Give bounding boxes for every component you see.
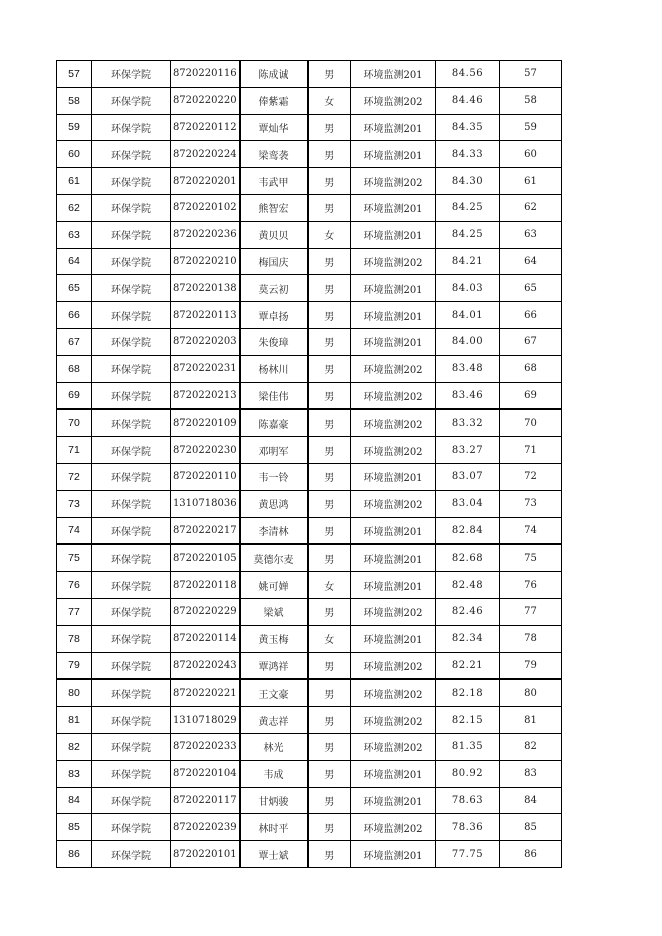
college-cell: 环保学院: [92, 61, 171, 88]
student-id-cell: 8720220213: [171, 382, 240, 409]
row-number-cell: 70: [57, 409, 92, 436]
gender-cell: 男: [308, 544, 351, 571]
student-name-cell: 梅国庆: [240, 248, 308, 275]
college-cell: 环保学院: [92, 275, 171, 302]
row-number-cell: 61: [57, 168, 92, 195]
gender-cell: 男: [308, 275, 351, 302]
table-row: [57, 463, 562, 490]
score-cell: 81.35: [436, 733, 500, 760]
college-cell: 环保学院: [92, 572, 171, 599]
college-cell: 环保学院: [92, 707, 171, 734]
row-number-cell: 81: [57, 707, 92, 734]
row-number-cell: 72: [57, 463, 92, 490]
student-name-cell: 朱俊璋: [240, 328, 308, 355]
rank-cell: 61: [500, 168, 562, 195]
student-name-cell: 覃灿华: [240, 114, 308, 141]
student-name-cell: 覃卓扬: [240, 302, 308, 329]
student-id-cell: 8720220224: [171, 141, 240, 168]
row-number-cell: 57: [57, 61, 92, 88]
table-row: [57, 544, 562, 571]
score-cell: 84.03: [436, 275, 500, 302]
score-cell: 82.21: [436, 652, 500, 679]
row-number-cell: 82: [57, 733, 92, 760]
class-cell: 环境监测201: [351, 194, 436, 221]
gender-cell: 男: [308, 61, 351, 88]
row-number-cell: 66: [57, 302, 92, 329]
row-number-cell: 65: [57, 275, 92, 302]
college-cell: 环保学院: [92, 625, 171, 652]
student-name-cell: 俸紫霜: [240, 87, 308, 114]
class-cell: 环境监测202: [351, 598, 436, 625]
rank-cell: 77: [500, 598, 562, 625]
student-name-cell: 黄志祥: [240, 707, 308, 734]
rank-cell: 68: [500, 355, 562, 382]
table-row: [57, 248, 562, 275]
score-cell: 82.34: [436, 625, 500, 652]
student-id-cell: 8720220210: [171, 248, 240, 275]
student-id-cell: 8720220109: [171, 409, 240, 436]
college-cell: 环保学院: [92, 463, 171, 490]
score-cell: 83.46: [436, 382, 500, 409]
class-cell: 环境监测202: [351, 652, 436, 679]
gender-cell: 男: [308, 141, 351, 168]
class-cell: 环境监测202: [351, 382, 436, 409]
score-cell: 84.21: [436, 248, 500, 275]
rank-cell: 70: [500, 409, 562, 436]
student-name-cell: 甘炳骏: [240, 787, 308, 814]
student-id-cell: 8720220233: [171, 733, 240, 760]
student-id-cell: 8720220217: [171, 517, 240, 544]
gender-cell: 男: [308, 733, 351, 760]
class-cell: 环境监测201: [351, 275, 436, 302]
college-cell: 环保学院: [92, 544, 171, 571]
score-cell: 83.04: [436, 490, 500, 517]
gender-cell: 男: [308, 760, 351, 787]
student-name-cell: 韦成: [240, 760, 308, 787]
class-cell: 环境监测202: [351, 814, 436, 841]
student-id-cell: 8720220113: [171, 302, 240, 329]
gender-cell: 男: [308, 841, 351, 868]
student-id-cell: 1310718029: [171, 707, 240, 734]
score-cell: 84.33: [436, 141, 500, 168]
table-row: [57, 328, 562, 355]
student-id-cell: 8720220101: [171, 841, 240, 868]
college-cell: 环保学院: [92, 490, 171, 517]
score-cell: 82.46: [436, 598, 500, 625]
row-number-cell: 83: [57, 760, 92, 787]
class-cell: 环境监测201: [351, 760, 436, 787]
student-name-cell: 梁鸾袭: [240, 141, 308, 168]
row-number-cell: 63: [57, 221, 92, 248]
college-cell: 环保学院: [92, 382, 171, 409]
gender-cell: 男: [308, 114, 351, 141]
rank-cell: 78: [500, 625, 562, 652]
rank-cell: 65: [500, 275, 562, 302]
college-cell: 环保学院: [92, 787, 171, 814]
rank-cell: 73: [500, 490, 562, 517]
score-cell: 84.25: [436, 194, 500, 221]
gender-cell: 男: [308, 168, 351, 195]
college-cell: 环保学院: [92, 168, 171, 195]
score-cell: 83.07: [436, 463, 500, 490]
rank-cell: 82: [500, 733, 562, 760]
class-cell: 环境监测202: [351, 168, 436, 195]
student-name-cell: 熊智宏: [240, 194, 308, 221]
student-id-cell: 8720220116: [171, 61, 240, 88]
row-number-cell: 85: [57, 814, 92, 841]
rank-cell: 63: [500, 221, 562, 248]
table-row: [57, 625, 562, 652]
row-number-cell: 62: [57, 194, 92, 221]
gender-cell: 男: [308, 248, 351, 275]
score-cell: 84.01: [436, 302, 500, 329]
rank-cell: 86: [500, 841, 562, 868]
gender-cell: 男: [308, 517, 351, 544]
score-cell: 82.48: [436, 572, 500, 599]
rank-cell: 80: [500, 679, 562, 706]
gender-cell: 男: [308, 382, 351, 409]
score-cell: 80.92: [436, 760, 500, 787]
gender-cell: 男: [308, 302, 351, 329]
rank-cell: 60: [500, 141, 562, 168]
class-cell: 环境监测201: [351, 141, 436, 168]
gender-cell: 男: [308, 490, 351, 517]
student-name-cell: 莫德尔麦: [240, 544, 308, 571]
rank-cell: 85: [500, 814, 562, 841]
college-cell: 环保学院: [92, 517, 171, 544]
college-cell: 环保学院: [92, 733, 171, 760]
student-name-cell: 陈成诚: [240, 61, 308, 88]
row-number-cell: 78: [57, 625, 92, 652]
gender-cell: 男: [308, 409, 351, 436]
gender-cell: 男: [308, 787, 351, 814]
class-cell: 环境监测202: [351, 248, 436, 275]
student-id-cell: 8720220231: [171, 355, 240, 382]
rank-cell: 62: [500, 194, 562, 221]
rank-cell: 57: [500, 61, 562, 88]
college-cell: 环保学院: [92, 814, 171, 841]
class-cell: 环境监测202: [351, 679, 436, 706]
class-cell: 环境监测201: [351, 61, 436, 88]
student-name-cell: 邓明军: [240, 437, 308, 464]
class-cell: 环境监测201: [351, 328, 436, 355]
student-id-cell: 1310718036: [171, 490, 240, 517]
class-cell: 环境监测202: [351, 707, 436, 734]
row-number-cell: 68: [57, 355, 92, 382]
class-cell: 环境监测202: [351, 355, 436, 382]
class-cell: 环境监测201: [351, 572, 436, 599]
table-row: [57, 355, 562, 382]
table-row: [57, 679, 562, 706]
student-score-table: [56, 60, 562, 868]
row-number-cell: 79: [57, 652, 92, 679]
student-name-cell: 林光: [240, 733, 308, 760]
class-cell: 环境监测201: [351, 517, 436, 544]
rank-cell: 76: [500, 572, 562, 599]
class-cell: 环境监测201: [351, 302, 436, 329]
college-cell: 环保学院: [92, 328, 171, 355]
score-cell: 83.48: [436, 355, 500, 382]
table-row: [57, 302, 562, 329]
class-cell: 环境监测201: [351, 114, 436, 141]
row-number-cell: 77: [57, 598, 92, 625]
rank-cell: 71: [500, 437, 562, 464]
student-id-cell: 8720220105: [171, 544, 240, 571]
class-cell: 环境监测201: [351, 841, 436, 868]
row-number-cell: 67: [57, 328, 92, 355]
college-cell: 环保学院: [92, 679, 171, 706]
class-cell: 环境监测202: [351, 87, 436, 114]
student-id-cell: 8720220112: [171, 114, 240, 141]
score-cell: 84.56: [436, 61, 500, 88]
student-id-cell: 8720220239: [171, 814, 240, 841]
student-name-cell: 黄思鸿: [240, 490, 308, 517]
student-id-cell: 8720220102: [171, 194, 240, 221]
class-cell: 环境监测202: [351, 437, 436, 464]
score-cell: 84.35: [436, 114, 500, 141]
row-number-cell: 60: [57, 141, 92, 168]
score-cell: 78.63: [436, 787, 500, 814]
table-row: [57, 517, 562, 544]
score-cell: 82.84: [436, 517, 500, 544]
gender-cell: 男: [308, 328, 351, 355]
college-cell: 环保学院: [92, 652, 171, 679]
gender-cell: 男: [308, 707, 351, 734]
rank-cell: 79: [500, 652, 562, 679]
class-cell: 环境监测201: [351, 787, 436, 814]
college-cell: 环保学院: [92, 841, 171, 868]
rank-cell: 81: [500, 707, 562, 734]
college-cell: 环保学院: [92, 248, 171, 275]
rank-cell: 66: [500, 302, 562, 329]
table-row: [57, 814, 562, 841]
score-cell: 77.75: [436, 841, 500, 868]
rank-cell: 67: [500, 328, 562, 355]
table-row: [57, 61, 562, 88]
row-number-cell: 84: [57, 787, 92, 814]
gender-cell: 男: [308, 437, 351, 464]
student-id-cell: 8720220117: [171, 787, 240, 814]
row-number-cell: 64: [57, 248, 92, 275]
table-row: [57, 760, 562, 787]
rank-cell: 72: [500, 463, 562, 490]
table-body: [57, 61, 562, 868]
score-cell: 82.18: [436, 679, 500, 706]
student-name-cell: 覃鸿祥: [240, 652, 308, 679]
rank-cell: 84: [500, 787, 562, 814]
student-name-cell: 梁佳伟: [240, 382, 308, 409]
class-cell: 环境监测201: [351, 544, 436, 571]
gender-cell: 男: [308, 194, 351, 221]
class-cell: 环境监测202: [351, 409, 436, 436]
gender-cell: 女: [308, 87, 351, 114]
table-row: [57, 168, 562, 195]
row-number-cell: 59: [57, 114, 92, 141]
table-row: [57, 652, 562, 679]
college-cell: 环保学院: [92, 194, 171, 221]
gender-cell: 女: [308, 625, 351, 652]
table-row: [57, 194, 562, 221]
student-id-cell: 8720220114: [171, 625, 240, 652]
score-cell: 82.68: [436, 544, 500, 571]
student-id-cell: 8720220229: [171, 598, 240, 625]
gender-cell: 男: [308, 355, 351, 382]
table-row: [57, 572, 562, 599]
class-cell: 环境监测202: [351, 490, 436, 517]
student-name-cell: 莫云初: [240, 275, 308, 302]
table-row: [57, 221, 562, 248]
row-number-cell: 73: [57, 490, 92, 517]
score-cell: 78.36: [436, 814, 500, 841]
row-number-cell: 80: [57, 679, 92, 706]
student-name-cell: 韦武甲: [240, 168, 308, 195]
score-cell: 84.46: [436, 87, 500, 114]
table-row: [57, 841, 562, 868]
student-id-cell: 8720220236: [171, 221, 240, 248]
rank-cell: 59: [500, 114, 562, 141]
score-cell: 84.30: [436, 168, 500, 195]
student-name-cell: 王文豪: [240, 679, 308, 706]
college-cell: 环保学院: [92, 355, 171, 382]
college-cell: 环保学院: [92, 87, 171, 114]
row-number-cell: 69: [57, 382, 92, 409]
score-cell: 82.15: [436, 707, 500, 734]
table-row: [57, 707, 562, 734]
row-number-cell: 76: [57, 572, 92, 599]
college-cell: 环保学院: [92, 141, 171, 168]
rank-cell: 74: [500, 517, 562, 544]
student-id-cell: 8720220203: [171, 328, 240, 355]
student-name-cell: 李清林: [240, 517, 308, 544]
class-cell: 环境监测201: [351, 463, 436, 490]
score-cell: 83.32: [436, 409, 500, 436]
score-cell: 84.00: [436, 328, 500, 355]
student-id-cell: 8720220104: [171, 760, 240, 787]
table-row: [57, 114, 562, 141]
college-cell: 环保学院: [92, 437, 171, 464]
student-name-cell: 韦一铃: [240, 463, 308, 490]
student-id-cell: 8720220230: [171, 437, 240, 464]
student-id-cell: 8720220110: [171, 463, 240, 490]
row-number-cell: 74: [57, 517, 92, 544]
college-cell: 环保学院: [92, 598, 171, 625]
rank-cell: 83: [500, 760, 562, 787]
table-row: [57, 382, 562, 409]
class-cell: 环境监测202: [351, 733, 436, 760]
student-name-cell: 覃士斌: [240, 841, 308, 868]
student-id-cell: 8720220118: [171, 572, 240, 599]
table-row: [57, 87, 562, 114]
college-cell: 环保学院: [92, 409, 171, 436]
rank-cell: 64: [500, 248, 562, 275]
row-number-cell: 58: [57, 87, 92, 114]
table-row: [57, 787, 562, 814]
table-row: [57, 598, 562, 625]
class-cell: 环境监测201: [351, 625, 436, 652]
rank-cell: 75: [500, 544, 562, 571]
student-name-cell: 陈嘉豪: [240, 409, 308, 436]
table-row: [57, 733, 562, 760]
student-name-cell: 林时平: [240, 814, 308, 841]
row-number-cell: 71: [57, 437, 92, 464]
student-id-cell: 8720220221: [171, 679, 240, 706]
student-name-cell: 杨林川: [240, 355, 308, 382]
college-cell: 环保学院: [92, 760, 171, 787]
table-row: [57, 490, 562, 517]
student-id-cell: 8720220220: [171, 87, 240, 114]
college-cell: 环保学院: [92, 302, 171, 329]
score-cell: 84.25: [436, 221, 500, 248]
table-row: [57, 275, 562, 302]
student-name-cell: 黄玉梅: [240, 625, 308, 652]
college-cell: 环保学院: [92, 114, 171, 141]
gender-cell: 男: [308, 814, 351, 841]
gender-cell: 男: [308, 463, 351, 490]
rank-cell: 69: [500, 382, 562, 409]
gender-cell: 女: [308, 572, 351, 599]
student-id-cell: 8720220201: [171, 168, 240, 195]
class-cell: 环境监测201: [351, 221, 436, 248]
student-id-cell: 8720220138: [171, 275, 240, 302]
row-number-cell: 75: [57, 544, 92, 571]
college-cell: 环保学院: [92, 221, 171, 248]
gender-cell: 男: [308, 652, 351, 679]
student-id-cell: 8720220243: [171, 652, 240, 679]
table-row: [57, 437, 562, 464]
rank-cell: 58: [500, 87, 562, 114]
table-row: [57, 141, 562, 168]
student-name-cell: 姚可婵: [240, 572, 308, 599]
student-name-cell: 黄贝贝: [240, 221, 308, 248]
gender-cell: 女: [308, 221, 351, 248]
gender-cell: 男: [308, 598, 351, 625]
table-row: [57, 409, 562, 436]
score-cell: 83.27: [436, 437, 500, 464]
row-number-cell: 86: [57, 841, 92, 868]
gender-cell: 男: [308, 679, 351, 706]
student-name-cell: 梁斌: [240, 598, 308, 625]
